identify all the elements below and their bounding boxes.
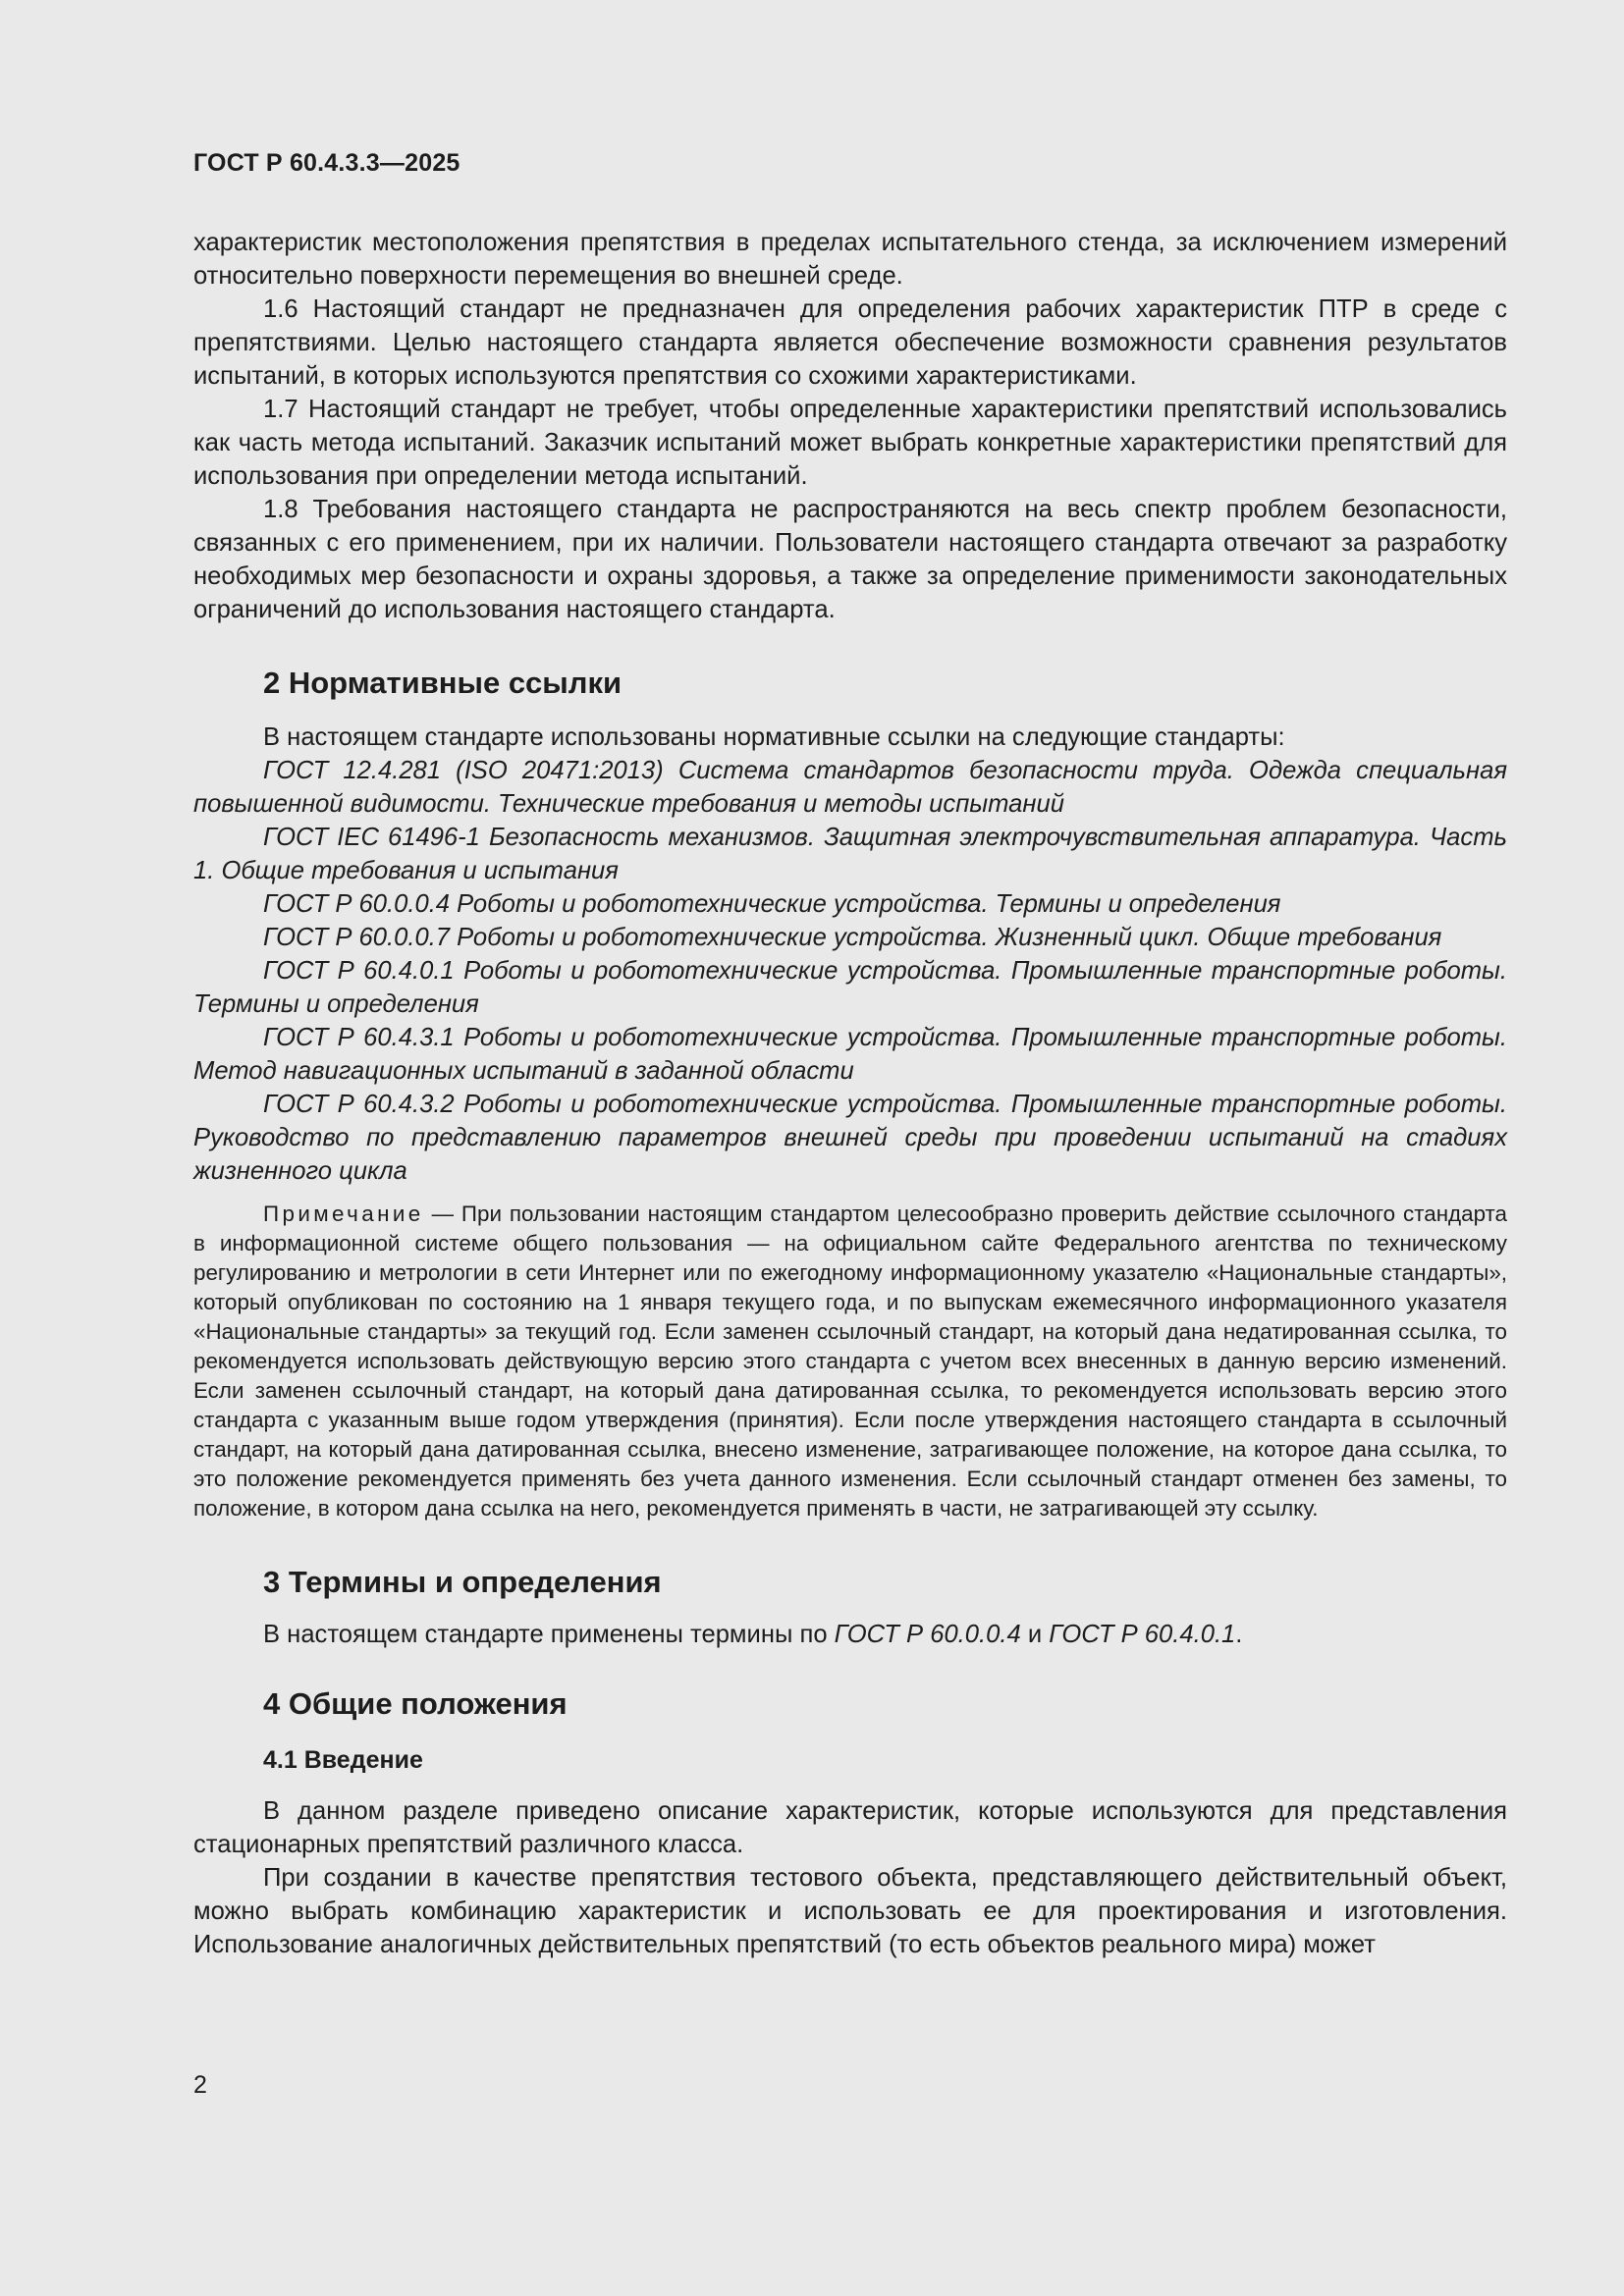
section-3-text-part: и: [1020, 1621, 1050, 1648]
section-2-lead: В настоящем стандарте использованы нормативные ссылки на следующие стандарты:: [263, 723, 1285, 751]
note-label: Примечание: [263, 1201, 424, 1226]
section-4-paragraph: При создании в качестве препятствия тестового объекта, представляющего действительный объект, можно выбрать комбинацию характеристик и использовать ее для проектирования и изготовления. Использование аналогичных действительных препятствий (то есть объектов реального мира) может: [193, 1864, 1507, 1958]
section-3-text-part: .: [1235, 1621, 1243, 1648]
section-4-paragraph: В данном разделе приведено описание характеристик, которые используются для представления стационарных препятствий различного класса.: [193, 1797, 1507, 1858]
normative-reference: ГОСТ Р 60.0.0.7 Роботы и робототехнические устройства. Жизненный цикл. Общие требования: [263, 924, 1442, 951]
normative-reference: ГОСТ Р 60.4.0.1 Роботы и робототехнические устройства. Промышленные транспортные роботы. Термины и определения: [193, 957, 1507, 1018]
note-text: — При пользовании настоящим стандартом целесообразно проверить действие ссылочного стандарта в информационной системе общего пользования — на официальном сайте Федерального агентства по техническому регулированию и метрологии в сети Интернет или по ежегодному информационному указателю «Национальные стандарты», который опубликован по состоянию на 1 января текущего года, и по выпускам ежемесячного информационного указателя «Национальные стандарты» за текущий год. Если заменен ссылочный стандарт, на который дана недатированная ссылка, то рекомендуется использовать действующую версию этого стандарта с учетом всех внесенных в данную версию изменений. Если заменен ссылочный стандарт, на который дана датированная ссылка, то рекомендуется использовать версию этого стандарта с указанным выше годом утверждения (принятия). Если после утверждения настоящего стандарта в ссылочный стандарт, на который дана датированная ссылка, внесено изменение, затрагивающее положение, на которое дана ссылка, то это положение рекомендуется применять без учета данного изменения. Если ссылочный стандарт отменен без замены, то положение, в котором дана ссылка на него, рекомендуется применять в части, не затрагивающей эту ссылку.: [193, 1201, 1507, 1521]
page-content: [193, 226, 1507, 1961]
subsection-4-1-heading: 4.1 Введение: [263, 1746, 423, 1774]
paragraph-continuation: характеристик местоположения препятствия в пределах испытательного стенда, за исключением измерений относительно поверхности перемещения во внешней среде.: [193, 229, 1507, 290]
note-paragraph: [193, 1200, 1507, 1523]
page-number: 2: [193, 2071, 207, 2099]
document-header: ГОСТ Р 60.4.3.3—2025: [193, 149, 460, 177]
paragraph-1-6: 1.6 Настоящий стандарт не предназначен для определения рабочих характеристик ПТР в среде с препятствиями. Целью настоящего стандарта является обеспечение возможности сравнения результатов испытаний, в которых используются препятствия со схожими характеристиками.: [193, 295, 1507, 390]
section-2-heading: 2 Нормативные ссылки: [263, 666, 623, 700]
section-3-heading: 3 Термины и определения: [263, 1565, 662, 1599]
reference-gost-60-0-0-4: ГОСТ Р 60.0.0.4: [834, 1621, 1021, 1648]
normative-reference: ГОСТ Р 60.0.0.4 Роботы и робототехнические устройства. Термины и определения: [263, 890, 1281, 918]
normative-reference: ГОСТ IEC 61496-1 Безопасность механизмов. Защитная электрочувствительная аппаратура. Часть 1. Общие требования и испытания: [193, 824, 1507, 884]
paragraph-1-7: 1.7 Настоящий стандарт не требует, чтобы определенные характеристики препятствий использовались как часть метода испытаний. Заказчик испытаний может выбрать конкретные характеристики препятствий для использования при определении метода испытаний.: [193, 396, 1507, 490]
section-3-text-part: В настоящем стандарте применены термины по: [263, 1621, 835, 1648]
normative-reference: ГОСТ Р 60.4.3.2 Роботы и робототехнические устройства. Промышленные транспортные роботы. Руководство по представлению параметров внешней среды при проведении испытаний на стадиях жизненного цикла: [193, 1091, 1507, 1185]
normative-reference: ГОСТ Р 60.4.3.1 Роботы и робототехнические устройства. Промышленные транспортные роботы. Метод навигационных испытаний в заданной области: [193, 1024, 1507, 1085]
paragraph-1-8: 1.8 Требования настоящего стандарта не распространяются на весь спектр проблем безопасности, связанных с его применением, при их наличии. Пользователи настоящего стандарта отвечают за разработку необходимых мер безопасности и охраны здоровья, а также за определение применимости законодательных ограничений до использования настоящего стандарта.: [193, 496, 1507, 623]
reference-gost-60-4-0-1: ГОСТ Р 60.4.0.1: [1049, 1621, 1236, 1648]
section-3-text: [193, 1618, 1507, 1651]
section-4-heading: 4 Общие положения: [263, 1686, 568, 1721]
normative-reference: ГОСТ 12.4.281 (ISO 20471:2013) Система стандартов безопасности труда. Одежда специальная повышенной видимости. Технические требования и методы испытаний: [193, 757, 1507, 818]
